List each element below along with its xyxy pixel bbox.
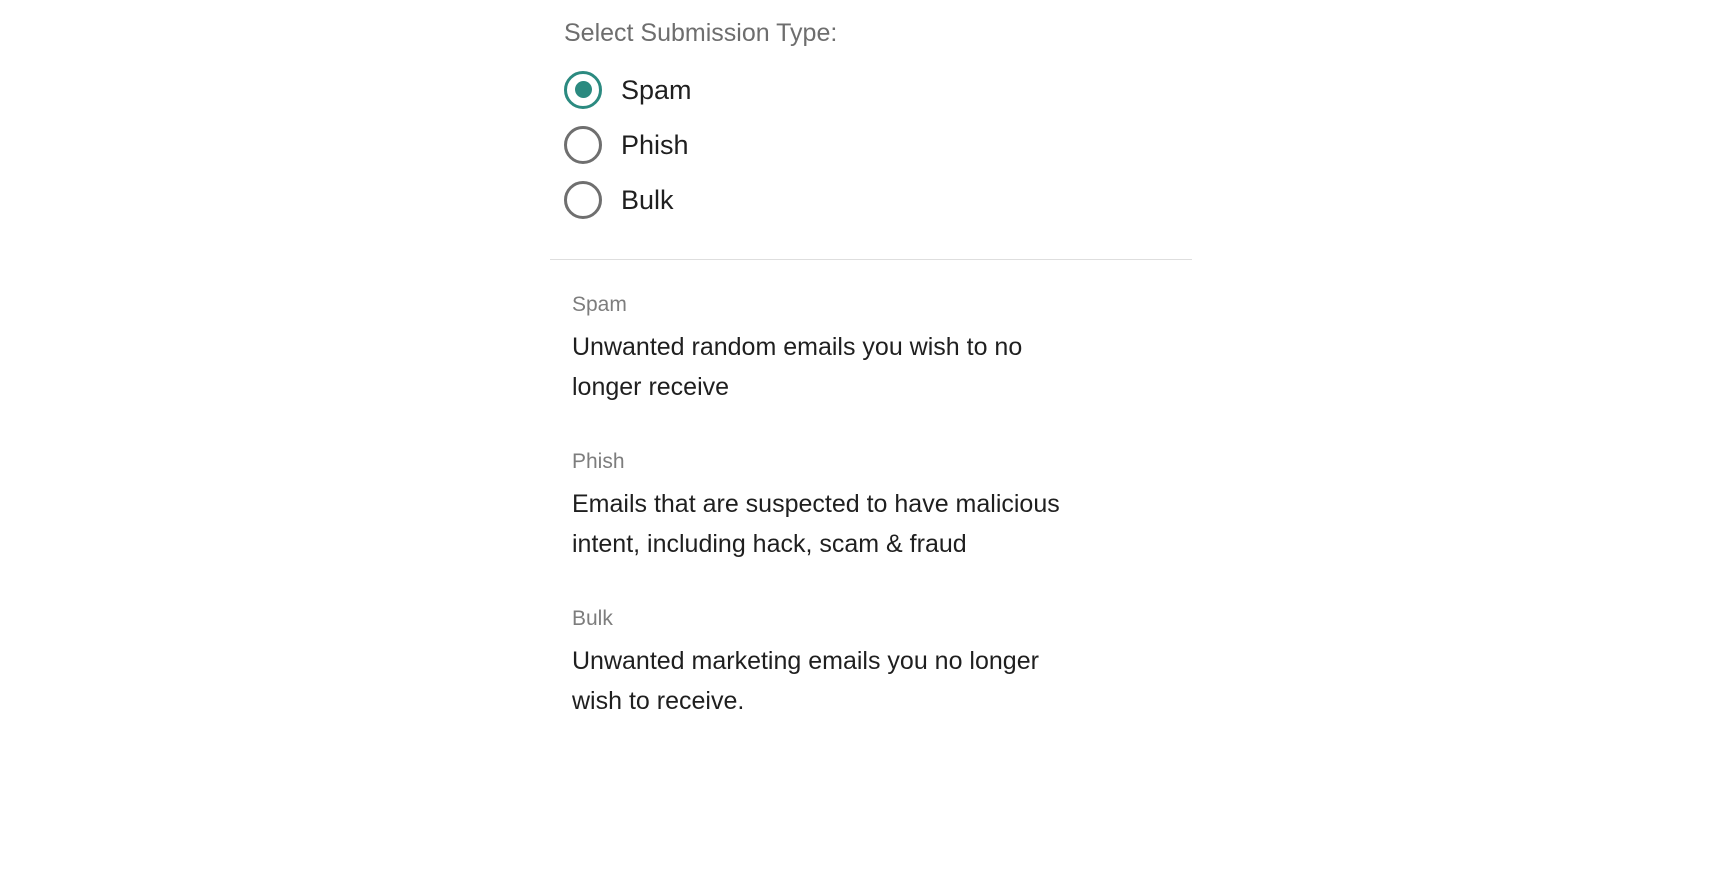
radio-button-icon[interactable]	[564, 181, 602, 219]
radio-option-label: Spam	[621, 74, 692, 105]
submission-type-panel	[540, 0, 1200, 721]
radio-option-spam[interactable]	[564, 62, 1200, 117]
radio-button-icon[interactable]	[564, 71, 602, 109]
radio-option-label: Bulk	[621, 184, 674, 215]
radio-option-label: Phish	[621, 129, 689, 160]
submission-type-descriptions	[540, 292, 1200, 721]
radio-selected-dot-icon	[575, 191, 592, 208]
description-title: Spam	[572, 293, 627, 316]
radio-selected-dot-icon	[575, 81, 592, 98]
radio-option-phish[interactable]	[564, 117, 1200, 172]
radio-button-icon[interactable]	[564, 126, 602, 164]
description-body: Unwanted random emails you wish to no longer receive	[572, 333, 1023, 401]
section-divider	[550, 259, 1192, 260]
description-body: Emails that are suspected to have malicious intent, including hack, scam & fraud	[572, 490, 1060, 558]
description-item-spam	[572, 292, 1200, 407]
description-title: Phish	[572, 450, 625, 473]
description-title: Bulk	[572, 607, 613, 630]
section-label: Select Submission Type:	[564, 19, 838, 47]
description-item-bulk	[572, 606, 1200, 721]
submission-type-radio-group[interactable]	[540, 62, 1200, 227]
description-item-phish	[572, 449, 1200, 564]
description-body: Unwanted marketing emails you no longer wish to receive.	[572, 647, 1039, 715]
radio-selected-dot-icon	[575, 136, 592, 153]
radio-option-bulk[interactable]	[564, 172, 1200, 227]
